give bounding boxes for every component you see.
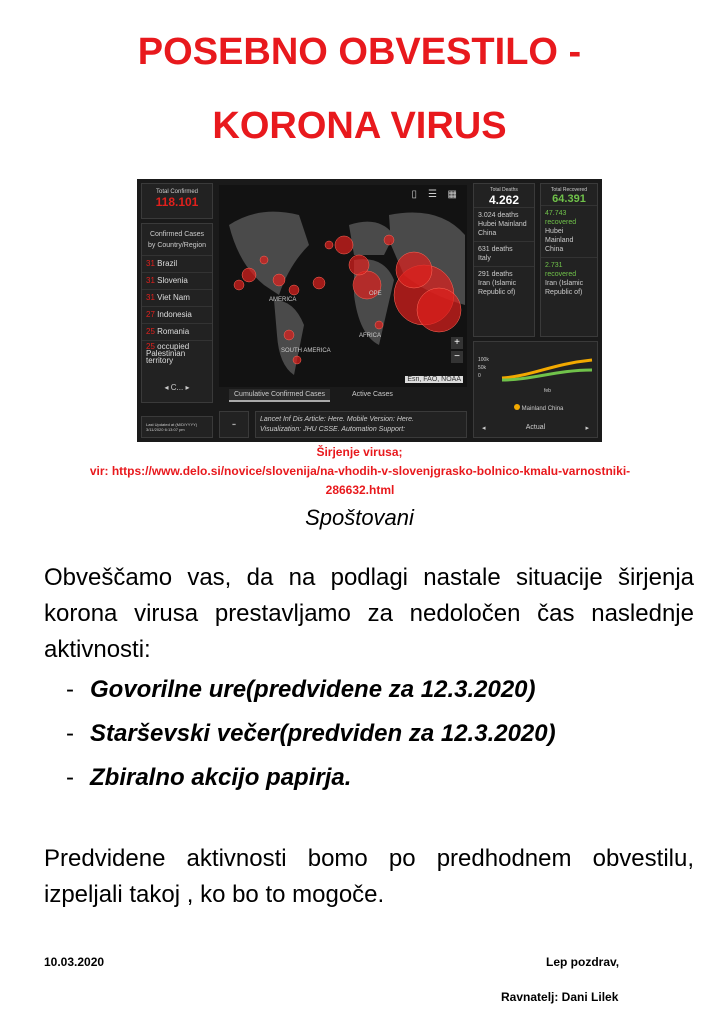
total-recovered-label: Total Recovered: [550, 187, 588, 193]
bottom-text-2: Visualization: JHU CSSE. Automation Support:: [260, 426, 406, 433]
list-item-text: Govorilne ure(predvidene za 12.3.2020): [90, 676, 536, 703]
death-row[interactable]: [474, 266, 534, 300]
image-caption: Širjenje virusa;: [316, 445, 403, 459]
country-name: Viet Nam: [157, 293, 190, 302]
country-name: Slovenia: [157, 276, 188, 285]
country-count: 31: [146, 259, 155, 268]
list-item: - Zbiralno akcijo papirja.: [66, 764, 352, 791]
bottom-icon: ▪▪: [232, 422, 236, 428]
closing: Lep pozdrav,: [546, 955, 620, 969]
grid-icon[interactable]: ▦: [447, 189, 457, 200]
tab-cumulative-confirmed[interactable]: Cumulative Confirmed Cases: [229, 389, 330, 402]
death-place: Hubei Mainland China: [478, 221, 527, 237]
list-icon[interactable]: ☰: [428, 189, 437, 200]
chevron-right-icon[interactable]: ▸: [585, 425, 589, 432]
country-row[interactable]: [142, 306, 212, 323]
country-count: 25: [146, 342, 155, 351]
total-confirmed-value: 118.101: [155, 195, 199, 209]
last-updated: Last Updated at (M/D/YYYY) 3/11/2020 6:13:07 pm: [146, 422, 198, 432]
recovered-place: Hubei Mainland China: [545, 228, 574, 253]
recovered-list: [541, 205, 597, 300]
country-count: 25: [146, 327, 155, 336]
country-name: Brazil: [157, 259, 178, 268]
greeting: Spoštovani: [305, 505, 414, 530]
list-pager[interactable]: [142, 383, 212, 392]
paragraph-closing: Predvidene aktivnosti bomo po predhodnem obvestilu, izpeljali takoj , ko bo to mogoče.: [44, 845, 694, 908]
title-line-2: KORONA VIRUS: [212, 105, 507, 147]
country-name: Romania: [157, 327, 190, 336]
country-row[interactable]: [142, 255, 212, 272]
date: 10.03.2020: [44, 955, 105, 969]
chart-legend: Mainland China: [521, 406, 564, 412]
zoom-in-icon[interactable]: +: [451, 337, 463, 349]
death-row[interactable]: [474, 207, 534, 241]
country-count: 27: [146, 310, 155, 319]
confirmed-by-country-label: Confirmed Cases by Country/Region: [148, 231, 206, 249]
source-link[interactable]: vir: https://www.delo.si/novice/slovenija/na-vhodih-v-slovenjgrasko-bolnico-kmalu-varnostniki-286632.html: [89, 464, 631, 497]
map-label-ope: OPE: [369, 291, 382, 297]
chart-xlabel: feb: [544, 388, 551, 394]
recovered-place: Iran (Islamic Republic of): [545, 280, 584, 296]
list-item-text: Starševski večer(predviden za 12.3.2020): [90, 720, 556, 747]
deaths-list: [474, 207, 534, 300]
country-list: [142, 255, 212, 365]
recovered-row[interactable]: [541, 257, 597, 300]
country-row[interactable]: [142, 289, 212, 306]
zoom-out-icon[interactable]: −: [451, 351, 463, 363]
list-item: - Starševski večer(predviden za 12.3.2020): [66, 720, 556, 747]
legend-dot-icon: [514, 404, 520, 410]
total-confirmed-label: Total Confirmed: [155, 189, 199, 195]
chart-pager: Actual: [525, 424, 546, 431]
country-row[interactable]: [142, 272, 212, 289]
country-count: 31: [146, 276, 155, 285]
map-label-south-america: SOUTH AMERICA: [281, 348, 331, 354]
signature: Ravnatelj: Dani Lilek: [501, 990, 619, 1004]
map-label-america: AMERICA: [269, 297, 297, 303]
chart-tick-100k: 100k: [478, 357, 489, 363]
list-pager-label: C...: [170, 383, 184, 392]
death-count: 291 deaths: [478, 271, 513, 278]
bottom-text-1: Lancet Inf Dis Article: Here. Mobile Version: Here.: [260, 416, 414, 423]
covid-dashboard-image: [137, 179, 602, 442]
map-attribution: Esri, FAO, NOAA: [407, 376, 461, 383]
death-count: 631 deaths: [478, 246, 513, 253]
world-map[interactable]: [219, 185, 467, 387]
recovered-count: 47.743 recovered: [545, 210, 577, 226]
chevron-left-icon[interactable]: ◂: [164, 383, 169, 392]
chevron-left-icon[interactable]: ◂: [482, 425, 486, 432]
chart-tick-50k: 50k: [478, 365, 487, 371]
title-line-1: POSEBNO OBVESTILO -: [137, 31, 582, 73]
death-row[interactable]: [474, 241, 534, 266]
country-count: 31: [146, 293, 155, 302]
country-name: Indonesia: [157, 310, 192, 319]
country-row[interactable]: [142, 323, 212, 340]
death-place: Italy: [478, 255, 491, 262]
death-place: Iran (Islamic Republic of): [478, 280, 517, 296]
list-item: - Govorilne ure(predvidene za 12.3.2020): [66, 676, 536, 703]
country-name: occupied Palestinian territory: [146, 342, 190, 365]
recovered-row[interactable]: [541, 205, 597, 257]
mini-chart: [473, 341, 598, 438]
total-deaths-value: 4.262: [488, 193, 520, 207]
death-count: 3.024 deaths: [478, 212, 519, 219]
chevron-right-icon[interactable]: ▸: [185, 383, 190, 392]
total-recovered-value: 64.391: [552, 193, 586, 205]
total-deaths-label: Total Deaths: [490, 187, 518, 193]
recovered-count: 2.731 recovered: [545, 262, 577, 278]
tab-active-cases[interactable]: Active Cases: [352, 391, 393, 398]
chart-tick-0: 0: [478, 373, 481, 379]
map-label-africa: AFRICA: [359, 333, 382, 339]
country-row[interactable]: [142, 340, 212, 365]
list-item-text: Zbiralno akcijo papirja.: [90, 764, 352, 791]
paragraph-intro: Obveščamo vas, da na podlagi nastale situacije širjenja korona virusa prestavljamo za nedoločen čas naslednje aktivnosti:: [44, 564, 694, 663]
bookmark-icon[interactable]: ▯: [411, 189, 417, 200]
